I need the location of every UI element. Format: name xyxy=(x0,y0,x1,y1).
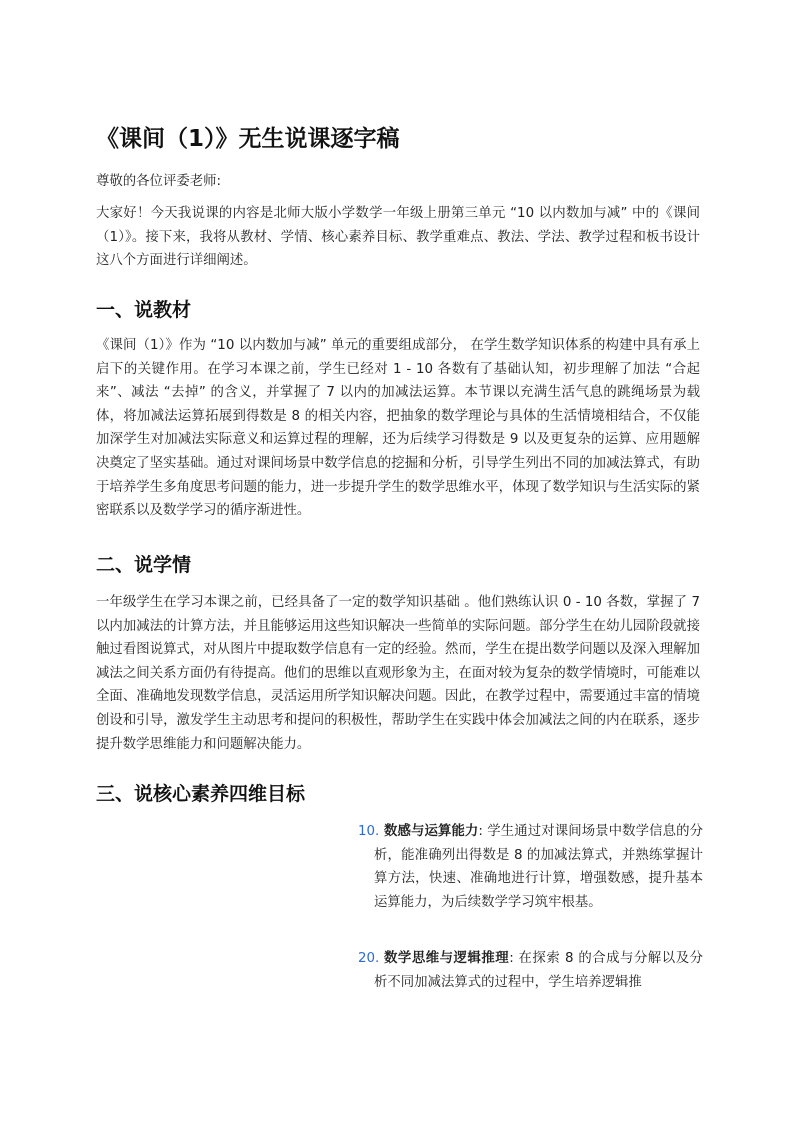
goal-body xyxy=(358,820,703,914)
section-text-textbook: 《课间（1）》作为 “10 以内数加与减” 单元的重要组成部分， 在学生数学知识体系的构建中具有承上启下的关键作用。在学习本课之前，学生已经对 1 - 10 各数有了基础认知，初步理解了加法 “合起来”、减法 “去掉” 的含义，并掌握了 7 以内的加减法运算。本节课以充满生活气息的跳绳场景为载体，将加减法运算拓展到得数是 8 的相关内容，把抽象的数学理论与具体的生活情境相结合，不仅能加深学生对加减法实际意义和运算过程的理解，还为后续学习得数是 9 以及更复杂的运算、应用题解决奠定了坚实基础。通过对课间场景中数学信息的挖掘和分析，引导学生列出不同的加减法算式，有助于培养学生多角度思考问题的能力，进一步提升学生的数学思维水平，体现了数学知识与生活实际的紧密联系以及数学学习的循序渐进性。 xyxy=(96,338,700,519)
goal-label: 数感与运算能力 xyxy=(384,824,479,839)
goal-item-logic xyxy=(358,947,703,994)
section-text-students: 一年级学生在学习本课之前，已经具备了一定的数学知识基础 。他们熟练认识 0 - 10 各数，掌握了 7 以内加减法的计算方法，并且能够运用这些知识解决一些简单的实际问题。部分学生在幼儿园阶段就接触过看图说算式，对从图片中提取数学信息有一定的经验。然而，学生在提出数学问题以及深入理解加减法之间关系方面仍有待提高。他们的思维以直观形象为主，在面对较为复杂的数学情境时，可能难以全面、准确地发现数学信息，灵活运用所学知识解决问题。因此，在教学过程中，需要通过丰富的情境创设和引导，激发学生主动思考和提问的积极性，帮助学生在实践中体会加减法之间的内在联系，逐步提升数学思维能力和问题解决能力。 xyxy=(96,595,700,752)
section-heading-students: 二、说学情 xyxy=(96,554,192,576)
intro-paragraph: 大家好！今天我说课的内容是北师大版小学数学一年级上册第三单元 “10 以内数加与减” 中的《课间（1）》。接下来，我将从教材、学情、核心素养目标、教学重难点、教法、学法、教学过程和板书设计这八个方面进行详细阐述。 xyxy=(96,206,700,269)
goal-body xyxy=(358,947,703,994)
section-heading-goals: 三、说核心素养四维目标 xyxy=(96,783,306,805)
list-number: 10. xyxy=(358,824,380,839)
list-number: 20. xyxy=(358,951,380,966)
section-heading-textbook: 一、说教材 xyxy=(96,299,192,321)
goal-text: : 学生通过对课间场景中数学信息的分析，能准确列出得数是 8 的加减法算式，并熟练掌握计算方法，快速、准确地进行计算，增强数感，提升基本运算能力，为后续数学学习筑牢根基。 xyxy=(374,824,703,910)
greeting: 尊敬的各位评委老师: xyxy=(96,174,222,189)
goal-text: : 在探索 8 的合成与分解以及分析不同加减法算式的过程中，学生培养逻辑推 xyxy=(374,951,704,990)
goal-item-number-sense xyxy=(358,820,703,914)
goal-label: 数学思维与逻辑推理 xyxy=(384,951,510,966)
document-title: 《课间（1）》无生说课逐字稿 xyxy=(96,126,400,152)
